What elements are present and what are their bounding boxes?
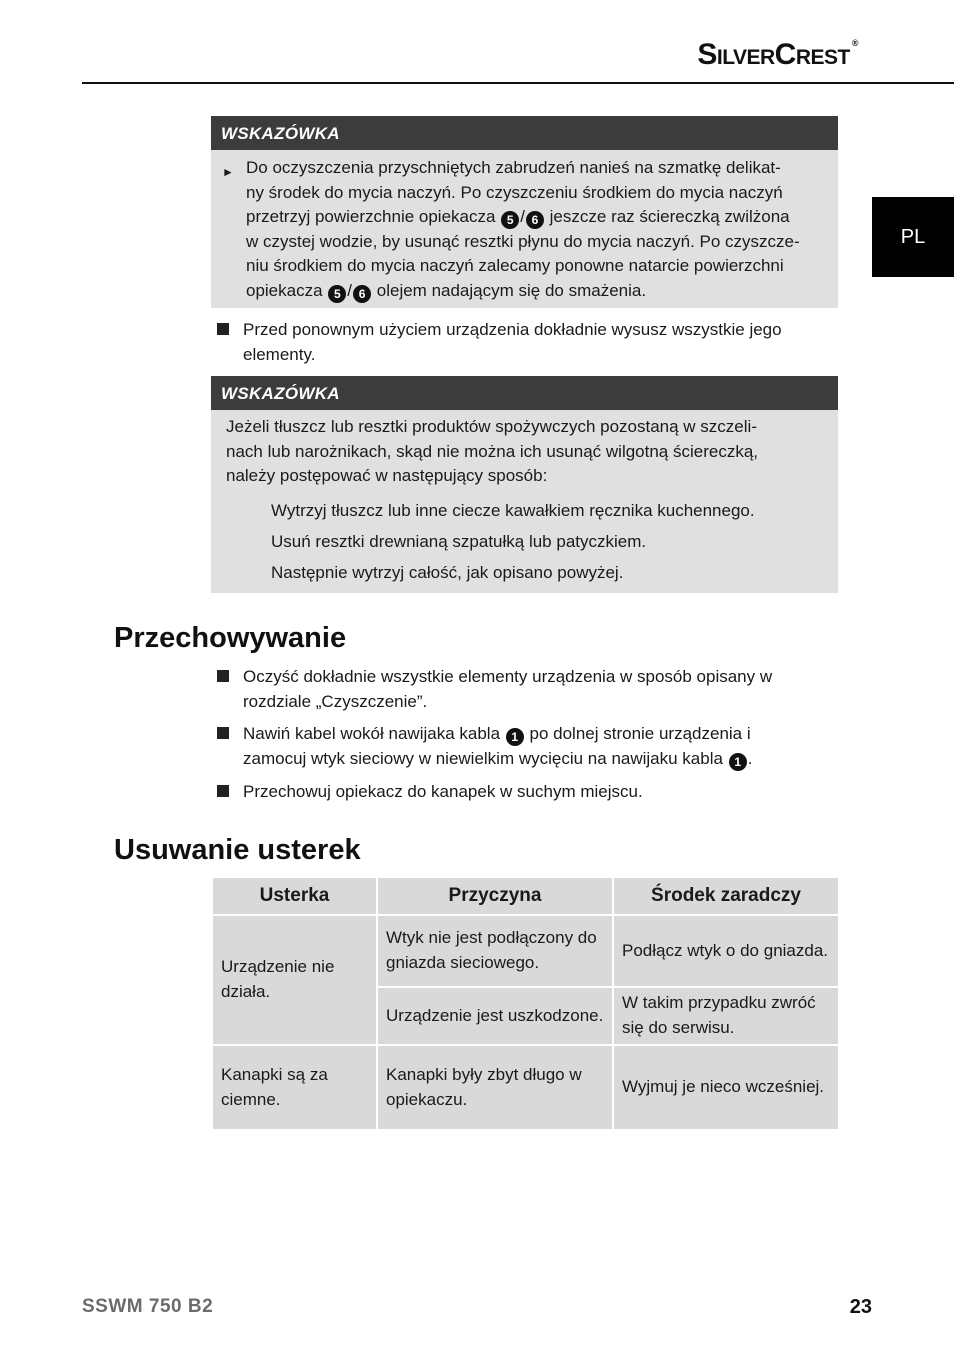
bullet-item: Przechowuj opiekacz do kanapek w suchym miejscu. <box>217 780 833 805</box>
ref-number-icon: 5 <box>328 285 346 303</box>
note-line: przetrzyj powierzchnie opiekacza 5 / 6 jeszcze raz ściereczką zwilżona <box>246 207 790 228</box>
note-heading: WSKAZÓWKA <box>211 116 838 150</box>
table-row <box>212 915 839 987</box>
section-title-storage: Przechowywanie <box>114 622 347 654</box>
ref-number-icon: 6 <box>526 211 544 229</box>
note-box-2 <box>211 376 838 593</box>
table-cell: Kanapki były zbyt długo w opiekaczu. <box>377 1045 613 1130</box>
table-cell: Urządzenie jest uszkodzone. <box>377 987 613 1045</box>
section-title-troubleshooting: Usuwanie usterek <box>114 834 361 866</box>
note-steps <box>211 495 838 588</box>
arrow-icon: ► <box>222 165 234 179</box>
note-step: Następnie wytrzyj całość, jak opisano powyżej. <box>271 562 624 582</box>
page-number: 23 <box>849 1296 872 1318</box>
bullet-square-icon <box>217 727 229 739</box>
bullet-item: Przed ponownym użyciem urządzenia dokładnie wysusz wszystkie jego elementy. <box>217 318 813 367</box>
bullet-square-icon <box>217 670 229 682</box>
note-line: Do oczyszczenia przyschniętych zabrudzeń nanieś na szmatkę delikat- <box>246 158 781 177</box>
note-body <box>211 150 838 304</box>
table-cell: Wyjmuj je nieco wcześniej. <box>613 1045 839 1130</box>
note-step: Wytrzyj tłuszcz lub inne ciecze kawałkiem ręcznika kuchennego. <box>271 500 755 520</box>
note-box-1 <box>211 116 838 308</box>
brand-logo: SilverCrest ® <box>697 38 858 71</box>
ref-number-icon: 1 <box>506 728 524 746</box>
bullet-item: Nawiń kabel wokół nawijaka kabla 1 po dolnej stronie urządzenia i zamocuj wtyk sieciowy w niewielkim wycięciu na nawijaku kabla 1 . <box>217 722 803 771</box>
note-body <box>211 410 838 588</box>
language-tab: PL <box>872 197 954 277</box>
header-rule <box>82 82 954 84</box>
troubleshooting-table <box>211 876 840 1131</box>
note-line: niu środkiem do mycia naczyń zalecamy ponowne natarcie powierzchni <box>246 256 784 276</box>
column-header: Środek zaradczy <box>613 877 839 915</box>
table-cell: W takim przypadku zwróć się do serwisu. <box>613 987 839 1045</box>
note-line: ny środek do mycia naczyń. Po czyszczeniu środkiem do mycia naczyń <box>246 182 783 202</box>
ref-number-icon: 1 <box>729 753 747 771</box>
bullet-square-icon <box>217 323 229 335</box>
footer-model: SSWM 750 B2 <box>82 1296 214 1317</box>
table-row <box>212 1045 839 1130</box>
table-cell: Wtyk nie jest podłączony do gniazda sieciowego. <box>377 915 613 987</box>
table-cell: Kanapki są za ciemne. <box>212 1045 377 1130</box>
table-cell: Urządzenie nie działa. <box>212 915 377 1045</box>
bullet-square-icon <box>217 785 229 797</box>
note-intro: Jeżeli tłuszcz lub resztki produktów spożywczych pozostaną w szczeli- nach lub narożnikach, skąd nie można ich usunąć wilgotną ściereczką, należy postępować w następujący sposób: <box>226 417 759 486</box>
column-header: Przyczyna <box>377 877 613 915</box>
bullet-item: Oczyść dokładnie wszystkie elementy urządzenia w sposób opisany w rozdziale „Czyszczenie”. <box>217 665 788 714</box>
ref-number-icon: 5 <box>501 211 519 229</box>
table-header-row <box>212 877 839 915</box>
note-line: opiekacza 5 / 6 olejem nadającym się do smażenia. <box>246 280 647 301</box>
table-cell: Podłącz wtyk o do gniazda. <box>613 915 839 987</box>
note-step: Usuń resztki drewnianą szpatułką lub patyczkiem. <box>271 531 647 551</box>
ref-number-icon: 6 <box>353 285 371 303</box>
note-heading: WSKAZÓWKA <box>211 376 838 410</box>
note-line: w czystej wodzie, by usunąć resztki płynu do mycia naczyń. Po czyszcze- <box>246 231 800 251</box>
column-header: Usterka <box>212 877 377 915</box>
